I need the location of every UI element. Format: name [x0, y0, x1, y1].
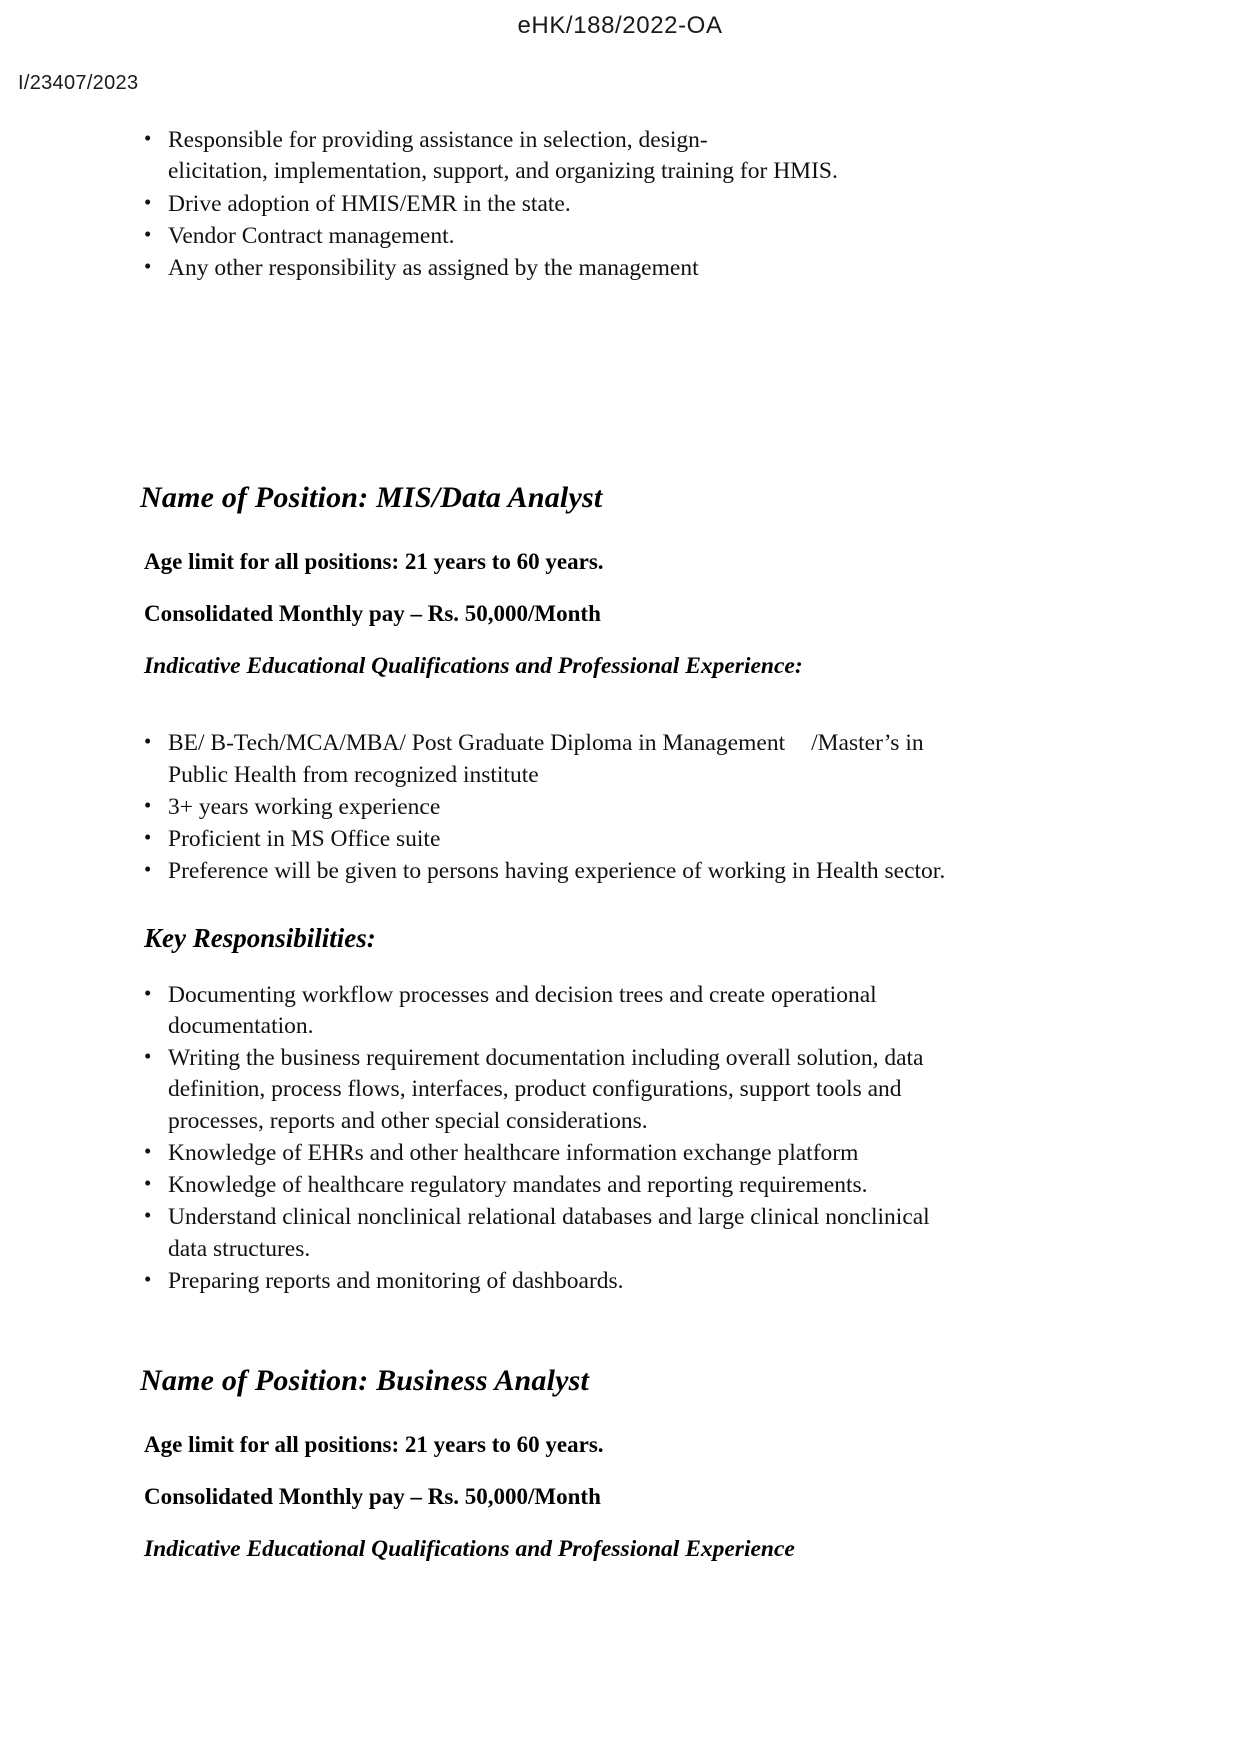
list-item: • Preparing reports and monitoring of dashboards.	[140, 1266, 970, 1297]
list-item: • Knowledge of EHRs and other healthcare information exchange platform	[140, 1138, 970, 1169]
list-item: • Drive adoption of HMIS/EMR in the state.	[140, 189, 970, 220]
qualifications-list-position-1	[140, 728, 970, 887]
list-item: • Proficient in MS Office suite	[140, 824, 970, 855]
document-body	[140, 125, 970, 1563]
page-title-position-1: Name of Position: MIS/Data Analyst	[140, 481, 603, 515]
list-item: • Preference will be given to persons having experience of working in Health sector.	[140, 856, 970, 887]
qualification-degree-part-b: /Master’s in Public Health from recognized institute	[168, 730, 924, 788]
top-responsibilities-list	[140, 125, 970, 284]
list-item: • Any other responsibility as assigned by the management	[140, 253, 970, 284]
list-item: • Knowledge of healthcare regulatory mandates and reporting requirements.	[140, 1170, 970, 1201]
key-responsibilities-list-position-1	[140, 980, 970, 1298]
list-item: • Documenting workflow processes and decision trees and create operational documentation.	[140, 980, 970, 1043]
qualifications-heading-position-1: Indicative Educational Qualifications and Professional Experience:	[144, 653, 803, 680]
qualification-degree-part-a: BE/ B-Tech/MCA/MBA/ Post Graduate Diploma in Management	[168, 730, 786, 757]
key-responsibilities-heading-position-1: Key Responsibilities:	[144, 922, 376, 953]
age-limit-position-2: Age limit for all positions: 21 years to 60 years.	[144, 1432, 604, 1457]
monthly-pay-position-2: Consolidated Monthly pay – Rs. 50,000/Month	[144, 1484, 601, 1509]
page-title-position-2: Name of Position: Business Analyst	[140, 1364, 590, 1397]
diary-number: I/23407/2023	[18, 72, 139, 94]
list-item	[140, 125, 970, 188]
list-item: • Understand clinical nonclinical relational databases and large clinical nonclinical data structures.	[140, 1202, 970, 1265]
top-responsibility-line-2: elicitation, implementation, support, and organizing training for HMIS.	[168, 158, 838, 185]
list-item: • 3+ years working experience	[140, 792, 970, 823]
list-item: • Vendor Contract management.	[140, 221, 970, 252]
document-reference-number: eHK/188/2022-OA	[517, 12, 723, 39]
list-item	[140, 728, 970, 791]
qualifications-heading-position-2: Indicative Educational Qualifications and Professional Experience	[144, 1536, 795, 1562]
top-responsibility-line-1: • Responsible for providing assistance in selection, design-	[168, 127, 708, 153]
age-limit-position-1: Age limit for all positions: 21 years to 60 years.	[144, 549, 604, 575]
list-item: • Writing the business requirement documentation including overall solution, data definition, process flows, interfaces, product configurations, support tools and processes, reports and other special considerations.	[140, 1043, 970, 1137]
monthly-pay-position-1: Consolidated Monthly pay – Rs. 50,000/Month	[144, 601, 601, 627]
